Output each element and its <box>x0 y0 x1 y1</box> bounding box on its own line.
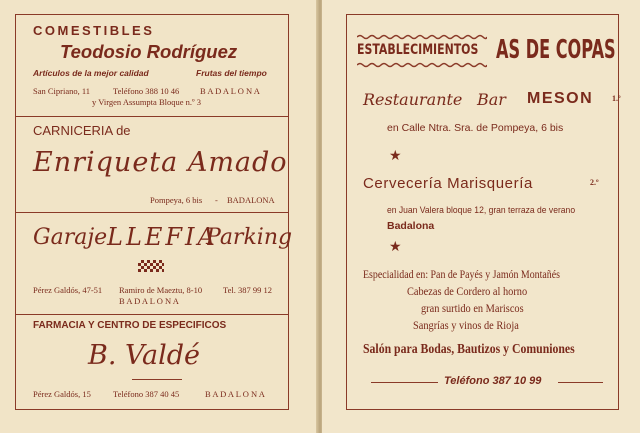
ad4-name: B. Valdé <box>88 340 201 371</box>
specialty-line3: gran surtido en Mariscos <box>421 303 524 315</box>
ad1-tagline-left: Artículos de la mejor calidad <box>33 68 149 78</box>
cerveceria-name: Cervecería Marisquería <box>363 175 533 192</box>
cerveceria-number: 2.º <box>590 178 599 187</box>
ad1-phone: Teléfono 388 10 46 <box>113 86 180 96</box>
ad1-tagline-right: Frutas del tiempo <box>196 68 267 78</box>
header-left: ESTABLECIMIENTOS <box>357 42 479 58</box>
ad1-name: Teodosio Rodríguez <box>60 41 238 62</box>
left-page <box>0 0 318 433</box>
wavy-rule <box>357 62 487 68</box>
ad2-dash: - <box>215 195 218 205</box>
salon-text: Salón para Bodas, Bautizos y Comuniones <box>363 342 575 357</box>
ad1-city: B A D A L O N A <box>200 86 260 96</box>
ad2-name: Enriqueta Amado <box>33 147 288 178</box>
ad1-address-line2: y Virgen Assumpta Bloque n.º 3 <box>92 97 202 107</box>
wavy-rule <box>357 34 487 40</box>
restaurant-label: Restaurante <box>363 90 463 109</box>
ad3-name-right: Parking <box>206 225 293 250</box>
ad4-address: Pérez Galdós, 15 <box>33 389 91 399</box>
ad2-city: BADALONA <box>227 195 275 205</box>
header-right: AS DE COPAS <box>496 35 616 65</box>
city-label: Badalona <box>387 220 435 232</box>
phone-rule-right <box>558 382 603 383</box>
ad3-city: B A D A L O N A <box>119 296 179 306</box>
ad2-category: CARNICERIA de <box>33 123 131 138</box>
separator <box>16 116 288 117</box>
meson-address: en Calle Ntra. Sra. de Pompeya, 6 bis <box>387 122 564 134</box>
separator <box>16 212 288 213</box>
left-page-frame <box>15 14 293 410</box>
specialty-line4: Sangrías y vinos de Rioja <box>413 320 519 332</box>
checkered-flag-icon <box>138 260 164 272</box>
star-icon: ★ <box>389 149 402 164</box>
cerveceria-address: en Juan Valera bloque 12, gran terraza de verano <box>387 205 576 216</box>
bar-label: Bar <box>477 90 506 109</box>
right-page <box>322 0 640 433</box>
ad3-phone: Tel. 387 99 12 <box>223 285 272 295</box>
ad3-address2: Ramiro de Maeztu, 8-10 <box>119 285 203 295</box>
underline <box>132 379 182 380</box>
right-page-frame <box>346 14 619 410</box>
ad1-address-line1: San Cipriano, 11 <box>33 86 91 96</box>
phone-rule-left <box>371 382 438 383</box>
ad4-category: FARMACIA Y CENTRO DE ESPECIFICOS <box>33 320 227 331</box>
ad3-name-mid: LLEFIA <box>107 223 218 251</box>
ad3-name-left: Garaje <box>33 225 108 250</box>
ad2-address: Pompeya, 6 bis <box>150 195 203 205</box>
specialty-line1: Especialidad en: Pan de Payés y Jamón Montañés <box>363 269 560 281</box>
ad3-address1: Pérez Galdós, 47-51 <box>33 285 103 295</box>
specialty-line2: Cabezas de Cordero al horno <box>407 286 528 298</box>
ad4-city: B A D A L O N A <box>205 389 265 399</box>
star-icon: ★ <box>389 240 402 255</box>
ad1-category: COMESTIBLES <box>33 23 155 38</box>
phone: Teléfono 387 10 99 <box>444 375 542 387</box>
ad4-phone: Teléfono 387 40 45 <box>113 389 180 399</box>
meson-number: 1.º <box>612 94 621 103</box>
meson-name: MESON <box>527 90 594 107</box>
separator <box>16 314 288 315</box>
